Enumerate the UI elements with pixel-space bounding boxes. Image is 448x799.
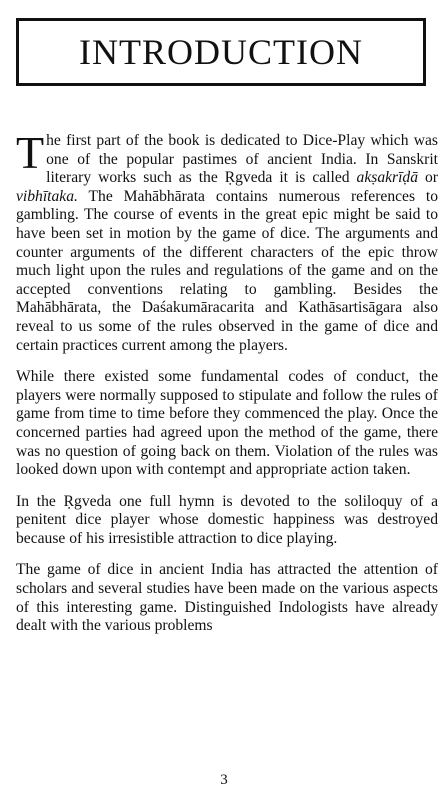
paragraph-1-text-after: The Mahābhārata contains numerous references to gambling. The course of events in the great epic might be said to have been set in motion by the game of dice. The arguments and counter arguments of the different characters of the epic throw much light upon the rules and regulations of the game and on the accepted conventions relating to gambling. Besides the Mahābhārata, the Daśakumāracarita and Kathāsartisāgara also reveal to us some of the rules observed in the game of dice and certain practices current among the players.	[16, 187, 438, 354]
title-frame	[16, 18, 426, 86]
paragraph-2: While there existed some fundamental codes of conduct, the players were normally supposed to stipulate and follow the rules of game from time to time before they commenced the play. Once the concerned parties had agreed upon the method of the game, there was no question of going back on them. Violation of the rules was looked down upon with contempt and appropriate action taken.	[16, 368, 438, 479]
paragraph-1-text-before: he first part of the book is dedicated to Dice-Play which was one of the popular pastimes of ancient India. In Sanskrit literary works such as the Ṛgveda it is called	[46, 132, 438, 187]
paragraph-4: The game of dice in ancient India has attracted the attention of scholars and several studies have been made on the various aspects of this interesting game. Distinguished Indologists have already dealt with the various problems	[16, 561, 438, 635]
drop-cap: T	[16, 127, 45, 178]
paragraph-3: In the Ṛgveda one full hymn is devoted to the soliloquy of a penitent dice player whose domestic happiness was destroyed because of his irresistible attraction to dice playing.	[16, 492, 438, 547]
page-number: 3	[220, 772, 228, 788]
paragraph-1-text-mid: or	[418, 169, 438, 187]
paragraph-1	[16, 127, 438, 355]
term-aksakrida: akṣakrīḍā	[356, 169, 419, 187]
term-vibhitaka: vibhītaka.	[16, 187, 78, 205]
page-title: INTRODUCTION	[79, 32, 363, 72]
body-text	[16, 127, 438, 649]
